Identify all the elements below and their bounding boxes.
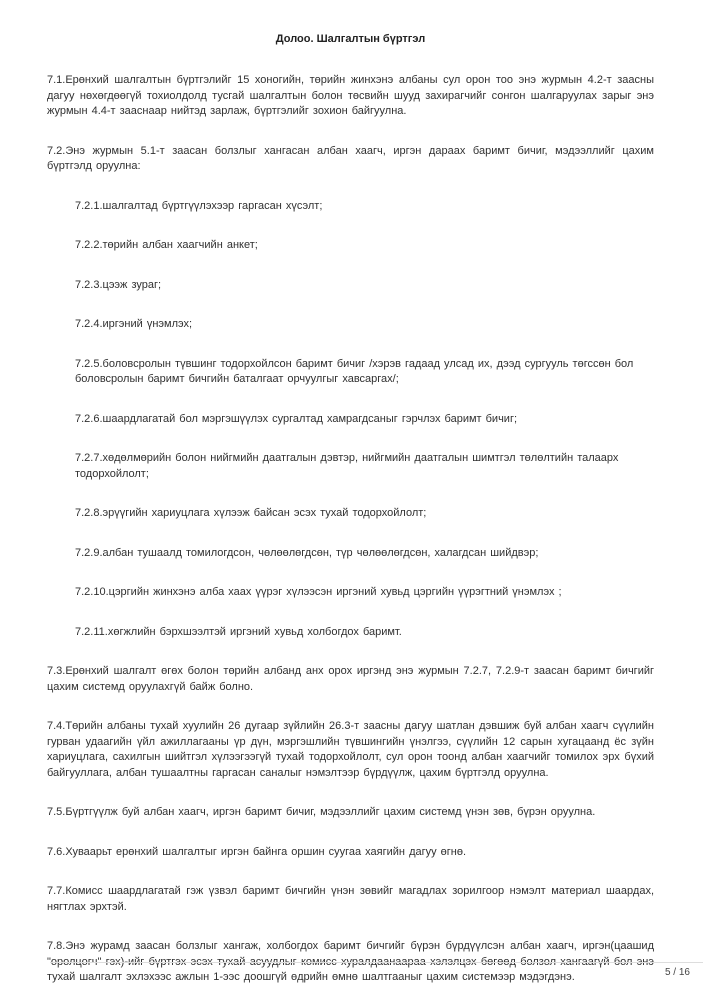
paragraph-7-2: 7.2.Энэ журмын 5.1-т заасан болзлыг хангасан албан хаагч, иргэн дараах баримт бичиг, мэдээллийг цахим бүртгэлд оруулна: [47, 144, 654, 172]
paragraph-7-2-11: 7.2.11.хөгжлийн бэрхшээлтэй иргэний хувьд холбогдох баримт. [75, 625, 402, 638]
paragraph-7-2-7: 7.2.7.хөдөлмөрийн болон нийгмийн даатгалын дэвтэр, нийгмийн даатгалын шимтгэл төлөлтийн талаарх тодорхойлолт; [75, 452, 619, 480]
document-content [47, 32, 654, 1000]
paragraph-7-1: 7.1.Ерөнхий шалгалтын бүртгэлийг 15 хоногийн, төрийн жинхэнэ албаны сул орон тоо энэ журмын 4.2-т заасны дагуу нөхөгдөөгүй тохиолдолд тусгай шалгалтын болон төсвийн шууд захирагчийг сонгон шалгаруулах зарыг энэ журмын 4.4-т зааснаар нийтэд зарлаж, бүртгэлийг зохион байгуулна. [47, 74, 654, 117]
footer-divider [50, 962, 703, 963]
paragraph-7-7: 7.7.Комисс шаардлагатай гэж үзвэл баримт бичгийн үнэн зөвийг магадлах зорилгоор нэмэлт материал шаардах, нягтлах эрхтэй. [47, 885, 654, 913]
paragraph-7-2-3: 7.2.3.цээж зураг; [75, 278, 162, 291]
paragraph-7-2-2: 7.2.2.төрийн албан хаагчийн анкет; [75, 239, 258, 251]
paragraph-7-6: 7.6.Хуваарьт ерөнхий шалгалтыг иргэн байнга оршин суугаа хаягийн дагуу өгнө. [47, 845, 467, 858]
paragraph-7-2-9: 7.2.9.албан тушаалд томилогдсон, чөлөөлөгдсөн, түр чөлөөлөгдсөн, халагдсан шийдвэр; [75, 546, 539, 559]
paragraph-7-2-5: 7.2.5.боловсролын түвшинг тодорхойлсон баримт бичиг /хэрэв гадаад улсад их, дээд сургууль төгссөн бол боловсролын баримт бичгийн баталгаат орчуулгыг хавсаргах/; [75, 357, 634, 385]
paragraph-7-4: 7.4.Төрийн албаны тухай хуулийн 26 дугаар зүйлийн 26.3-т заасны дагуу шатлан дэвшиж буй албан хаагч сүүлийн гурван удаагийн үйл ажиллагааны үр дүн, мэргэшлийн түвшингийн үнэлгээ, сүүлийн 12 сарын хугацаанд ёс зүйн хариуцлага, сахилгын шийтгэл хүлээгээгүй тухай тодорхойлолт, сул орон тоонд албан хаагчийг томилох эрх бүхий байгууллага, албан тушаалтны гаргасан саналыг нэмэлтээр бүрдүүлж, цахим бүртгэлд оруулна. [47, 720, 654, 779]
page-number: 5 / 16 [664, 967, 690, 978]
paragraph-7-3: 7.3.Ерөнхий шалгалт өгөх болон төрийн албанд анх орох иргэнд энэ журмын 7.2.7, 7.2.9-т заасан баримт бичгийг цахим системд оруулахгүй байж болно. [47, 665, 654, 693]
paragraph-7-2-10: 7.2.10.цэргийн жинхэнэ алба хаах үүрэг хүлээсэн иргэний хувьд цэргийн үүрэгтний үнэмлэх ; [75, 586, 562, 598]
paragraph-7-5: 7.5.Бүртгүүлж буй албан хаагч, иргэн баримт бичиг, мэдээллийг цахим системд үнэн зөв, бүрэн оруулна. [47, 806, 596, 818]
paragraph-7-2-1: 7.2.1.шалгалтад бүртгүүлэхээр гаргасан хүсэлт; [75, 199, 323, 212]
paragraph-7-2-6: 7.2.6.шаардлагатай бол мэргэшүүлэх сургалтад хамрагдсаныг гэрчлэх баримт бичиг; [75, 412, 518, 425]
paragraph-7-2-8: 7.2.8.эрүүгийн хариуцлага хүлээж байсан эсэх тухай тодорхойлолт; [75, 507, 427, 519]
page-title: Долоо. Шалгалтын бүртгэл [275, 33, 426, 45]
paragraph-7-2-4: 7.2.4.иргэний үнэмлэх; [75, 318, 193, 330]
paragraph-7-8: 7.8.Энэ журамд заасан болзлыг хангаж, холбогдох баримт бичгийг бүрэн бүрдүүлсэн албан хаагч, иргэн(цаашид "оролцогч" гэх)-ийг бүртгэх эсэх тухай асуудлыг комисс хуралдаанаараа хэлэлцэх бөгөөд болзол хангаагүй бол энэ тухай шалгалт эхлэхээс ажлын 1-ээс доошгүй өдрийн өмнө шалтгааныг цахим системээр мэдэгдэнэ. [47, 940, 654, 983]
